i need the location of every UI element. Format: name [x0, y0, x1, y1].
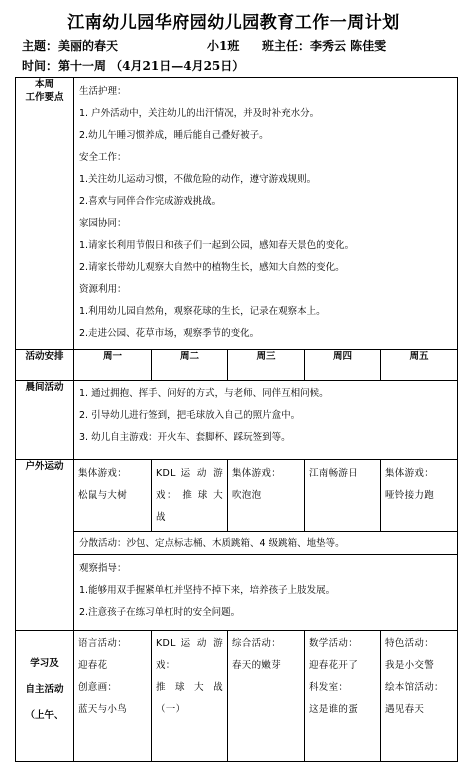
class-text: 小1班 [207, 39, 240, 53]
schedule-header-row [16, 350, 458, 381]
morning-line: 3. 幼儿自主游戏：开火车、套脚杯、踩玩签到等。 [79, 432, 291, 443]
weekly-plan-table [15, 77, 458, 762]
outdoor-fri: 集体游戏： 哑铃接力跑 [381, 460, 458, 532]
theme-text: 主题：美丽的春天 [22, 39, 119, 53]
key-points-content [74, 78, 458, 350]
day-header: 周三 [228, 350, 305, 381]
morning-row [16, 381, 458, 460]
kp-line: 2.喜欢与同伴合作完成游戏挑战。 [79, 196, 222, 207]
learning-mon: 语言活动： 迎春花 创意画： 蓝天与小鸟 [74, 631, 152, 762]
outdoor-row-1 [16, 460, 458, 532]
day-header: 周二 [152, 350, 228, 381]
outdoor-guidance: 观察指导： 1.能够用双手握紧单杠并坚持不掉下来，培养孩子上肢发展。 2.注意孩子在练习单杠时的安全问题。 [74, 555, 458, 631]
learning-wed: 综合活动： 春天的嫩芽 [228, 631, 305, 762]
outdoor-thu: 江南畅游日 [305, 460, 381, 532]
key-points-label: 本周 工作要点 [16, 78, 74, 350]
schedule-label: 活动安排 [16, 350, 74, 381]
day-header: 周五 [381, 350, 458, 381]
outdoor-row-3 [16, 555, 458, 631]
kp-line: 2.幼儿午睡习惯养成，睡后能自己叠好被子。 [79, 130, 269, 141]
kp-line: 2.请家长带幼儿观察大自然中的植物生长，感知大自然的变化。 [79, 262, 345, 273]
outdoor-tue: KDL 运 动 游 戏： 推 球 大 战 [152, 460, 228, 532]
time-text: 时间：第十一周 （4月21日—4月25日） [22, 59, 245, 73]
day-header: 周四 [305, 350, 381, 381]
kp-line: 安全工作： [79, 152, 127, 163]
kp-line: 2.走进公园、花草市场，观察季节的变化。 [79, 328, 260, 339]
day-header: 周一 [74, 350, 152, 381]
page-title: 江南幼儿园华府园幼儿园教育工作一周计划 [67, 13, 400, 33]
learning-label: 学习及 自主活动 （上午、 [16, 631, 74, 762]
kp-line: 1.请家长利用节假日和孩子们一起到公园，感知春天景色的变化。 [79, 240, 355, 251]
outdoor-free-play: 分散活动：沙包、定点标志桶、木质跳箱、4 级跳箱、地垫等。 [74, 532, 458, 555]
kp-line: 1.关注幼儿运动习惯，不做危险的动作，遵守游戏规则。 [79, 174, 317, 185]
morning-line: 2. 引导幼儿进行签到，把毛球放入自己的照片盒中。 [79, 410, 301, 421]
outdoor-mon: 集体游戏： 松鼠与大树 [74, 460, 152, 532]
kp-line: 资源利用： [79, 284, 127, 295]
teachers-text: 班主任：李秀云 陈佳雯 [262, 39, 387, 53]
kp-line: 1. 户外活动中，关注幼儿的出汗情况，并及时补充水分。 [79, 108, 320, 119]
kp-line: 家园协同： [79, 218, 127, 229]
learning-row [16, 631, 458, 762]
outdoor-label: 户外运动 [16, 460, 74, 631]
outdoor-wed: 集体游戏： 吹泡泡 [228, 460, 305, 532]
kp-line: 生活护理： [79, 86, 127, 97]
outdoor-row-2 [16, 532, 458, 555]
morning-label: 晨间活动 [16, 381, 74, 460]
morning-line: 1. 通过拥抱、挥手、问好的方式，与老师、同伴互相问候。 [79, 388, 329, 399]
morning-content [74, 381, 458, 460]
learning-tue: KDL 运 动 游 戏： 推 球 大 战 （一） [152, 631, 228, 762]
key-points-row [16, 78, 458, 350]
kp-line: 1.利用幼儿园自然角，观察花球的生长，记录在观察本上。 [79, 306, 326, 317]
learning-thu: 数学活动： 迎春花开了 科发室： 这是谁的蛋 [305, 631, 381, 762]
learning-fri: 特色活动： 我是小交警 绘本馆活动： 遇见春天 [381, 631, 458, 762]
